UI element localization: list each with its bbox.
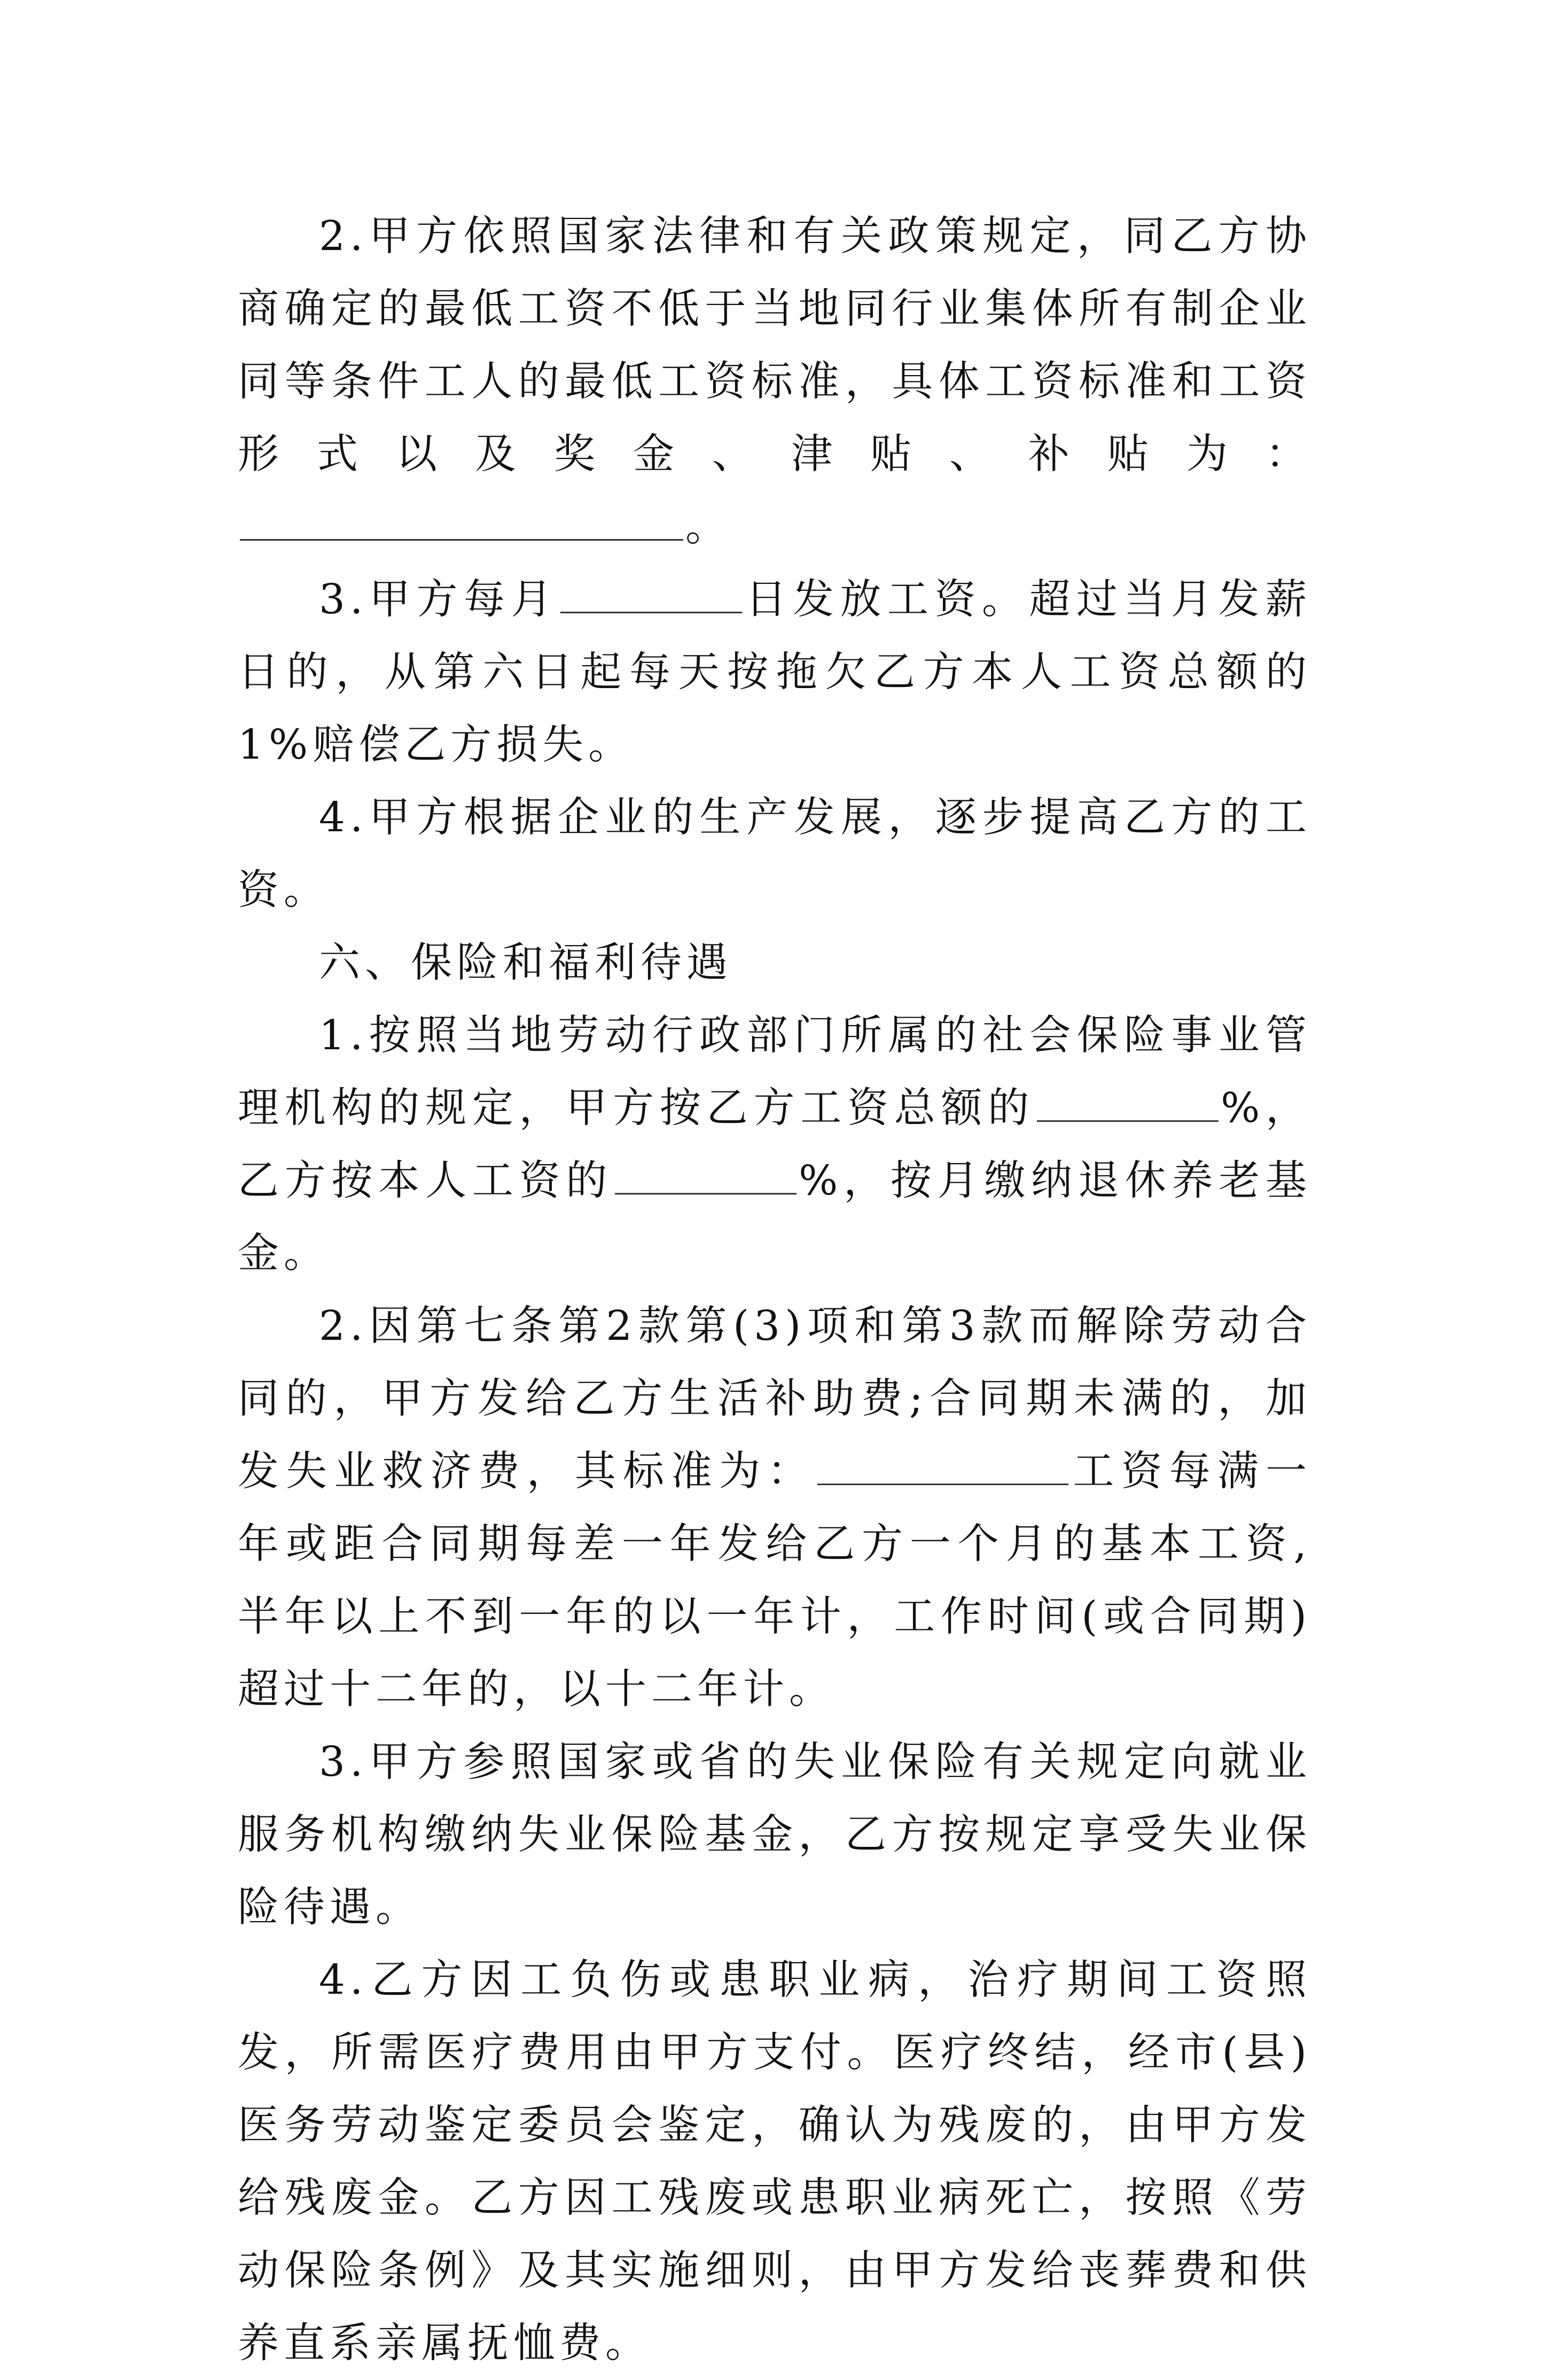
fill-in-blank-relief-standard[interactable] [817, 1449, 1068, 1485]
paragraph-living-allowance [238, 1290, 1311, 1726]
paragraph-text: 。 [685, 503, 731, 551]
fill-in-blank-employer-percent[interactable] [1037, 1086, 1219, 1122]
paragraph-pension [238, 1000, 1311, 1290]
paragraph-text: %，乙方按本人工资的 [238, 1084, 1311, 1205]
paragraph-wage-standard [238, 200, 1311, 564]
document-body [238, 200, 1311, 2380]
paragraph-text: 2.因第七条第2款第(3)项和第3款而解除劳动合同的，甲方发给乙方生活补助费;合同期未满的，加发失业救济费，其标准为： [238, 1302, 1311, 1495]
fill-in-blank-wage-details[interactable] [240, 505, 683, 541]
paragraph-pay-date [238, 564, 1311, 782]
paragraph-text: 2.甲方依照国家法律和有关政策规定，同乙方协商确定的最低工资不低于当地同行业集体所有制企业同等条件工人的最低工资标准，具体工资标准和工资形式以及奖金、津贴、补贴为： [238, 213, 1311, 478]
fill-in-blank-pay-day[interactable] [560, 578, 742, 613]
paragraph-text: 日发放工资。超过当月发薪日的，从第六日起每天按拖欠乙方本人工资总额的1%赔偿乙方损失。 [238, 576, 1312, 769]
paragraph-text: %，按月缴纳退休养老基金。 [238, 1157, 1312, 1277]
paragraph-text: 工资每满一年或距合同期每差一年发给乙方一个月的基本工资,半年以上不到一年的以一年计，工作时间(或合同期)超过十二年的，以十二年计。 [238, 1448, 1312, 1713]
paragraph-wage-increase: 4.甲方根据企业的生产发展，逐步提高乙方的工资。 [238, 794, 1311, 914]
paragraph-text: 3.甲方每月 [319, 576, 558, 623]
paragraph-work-injury: 4.乙方因工负伤或患职业病，治疗期间工资照发，所需医疗费用由甲方支付。医疗终结，经市(县)医务劳动鉴定委员会鉴定，确认为残废的，由甲方发给残废金。乙方因工残废或患职业病死亡，按照《劳动保险条例》及其实施细则，由甲方发给丧葬费和供养直系亲属抚恤费。 [238, 1956, 1311, 2367]
paragraph-unemployment-insurance: 3.甲方参照国家或省的失业保险有关规定向就业服务机构缴纳失业保险基金，乙方按规定享受失业保险待遇。 [238, 1738, 1311, 1931]
paragraph-text: 1.按照当地劳动行政部门所属的社会保险事业管理机构的规定，甲方按乙方工资总额的 [238, 1012, 1311, 1132]
fill-in-blank-employee-percent[interactable] [615, 1159, 797, 1195]
section-heading-insurance: 六、保险和福利待遇 [319, 939, 732, 987]
